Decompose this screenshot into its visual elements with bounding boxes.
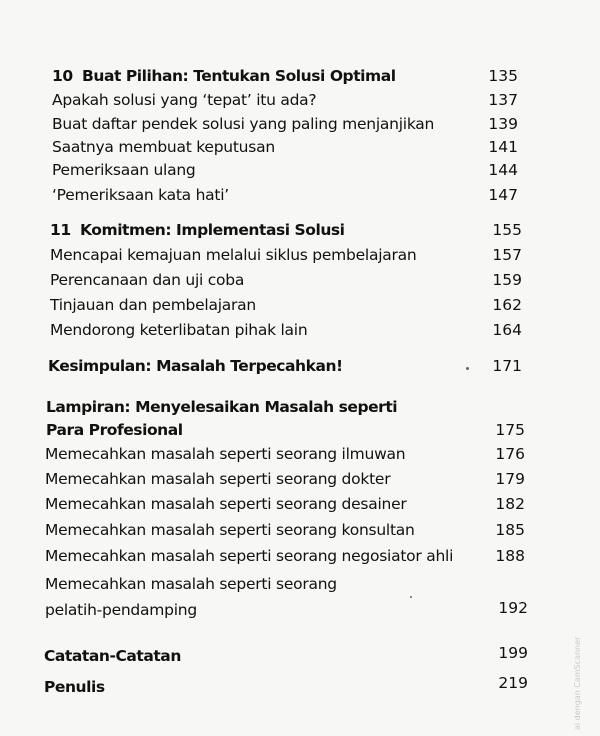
- chapter-10-title: Buat Pilihan: Tentukan Solusi Optimal: [82, 67, 396, 85]
- toc-entry: Memecahkan masalah seperti seorang konsultan: [45, 521, 415, 539]
- toc-entry-page: 159: [492, 271, 522, 289]
- toc-entry: ‘Pemeriksaan kata hati’: [52, 186, 229, 204]
- appendix-title-line1: Lampiran: Menyelesaikan Masalah seperti: [46, 398, 398, 416]
- toc-entry: Mencapai kemajuan melalui siklus pembelajaran: [50, 246, 417, 264]
- toc-entry-page: 179: [495, 470, 525, 488]
- conclusion-title: Kesimpulan: Masalah Terpecahkan!: [48, 357, 343, 375]
- toc-entry: Saatnya membuat keputusan: [52, 138, 275, 156]
- toc-entry-page: 144: [488, 161, 518, 179]
- toc-entry: Buat daftar pendek solusi yang paling menjanjikan: [52, 115, 435, 133]
- appendix-title-line2: Para Profesional: [46, 421, 183, 439]
- toc-entry: Memecahkan masalah seperti seorang desainer: [45, 495, 407, 513]
- toc-entry: Perencanaan dan uji coba: [50, 271, 245, 289]
- toc-entry-line1: Memecahkan masalah seperti seorang: [45, 575, 337, 593]
- author-page: 219: [498, 674, 528, 692]
- toc-entry-line2: pelatih-pendamping: [45, 601, 197, 619]
- notes-title: Catatan-Catatan: [44, 647, 181, 665]
- toc-entry: Mendorong keterlibatan pihak lain: [50, 321, 308, 339]
- toc-entry-page: 157: [492, 246, 522, 264]
- toc-entry: Memecahkan masalah seperti seorang negosiator ahli: [45, 547, 454, 565]
- toc-entry: Memecahkan masalah seperti seorang ilmuwan: [45, 445, 406, 463]
- toc-entry-page: 162: [492, 296, 522, 314]
- scan-speck: [410, 596, 412, 598]
- toc-entry-page: 176: [495, 445, 525, 463]
- author-title: Penulis: [44, 678, 105, 696]
- chapter-11-page: 155: [492, 221, 522, 239]
- chapter-11-number: 11: [50, 221, 71, 239]
- toc-entry: Apakah solusi yang ‘tepat’ itu ada?: [52, 91, 317, 109]
- toc-entry-page: 185: [495, 521, 525, 539]
- toc-entry: Pemeriksaan ulang: [52, 161, 196, 179]
- scanner-watermark: ai dengan CamScanner: [573, 636, 582, 730]
- toc-entry-page: 182: [495, 495, 525, 513]
- toc-entry: Tinjauan dan pembelajaran: [50, 296, 256, 314]
- toc-entry-page: 188: [495, 547, 525, 565]
- toc-entry-page: 164: [492, 321, 522, 339]
- conclusion-page: 171: [492, 357, 522, 375]
- appendix-page: 175: [495, 421, 525, 439]
- toc-entry-page: 147: [488, 186, 518, 204]
- chapter-11-heading: [50, 220, 345, 240]
- chapter-11-title: Komitmen: Implementasi Solusi: [80, 221, 345, 239]
- toc-entry-page: 137: [488, 91, 518, 109]
- toc-entry: Memecahkan masalah seperti seorang dokter: [45, 470, 391, 488]
- chapter-10-heading: [52, 66, 396, 86]
- toc-entry-page: 192: [498, 599, 528, 617]
- chapter-10-number: 10: [52, 67, 73, 85]
- toc-entry-page: 141: [488, 138, 518, 156]
- scan-speck: [466, 367, 469, 370]
- notes-page: 199: [498, 644, 528, 662]
- chapter-10-page: 135: [488, 67, 518, 85]
- toc-entry-page: 139: [488, 115, 518, 133]
